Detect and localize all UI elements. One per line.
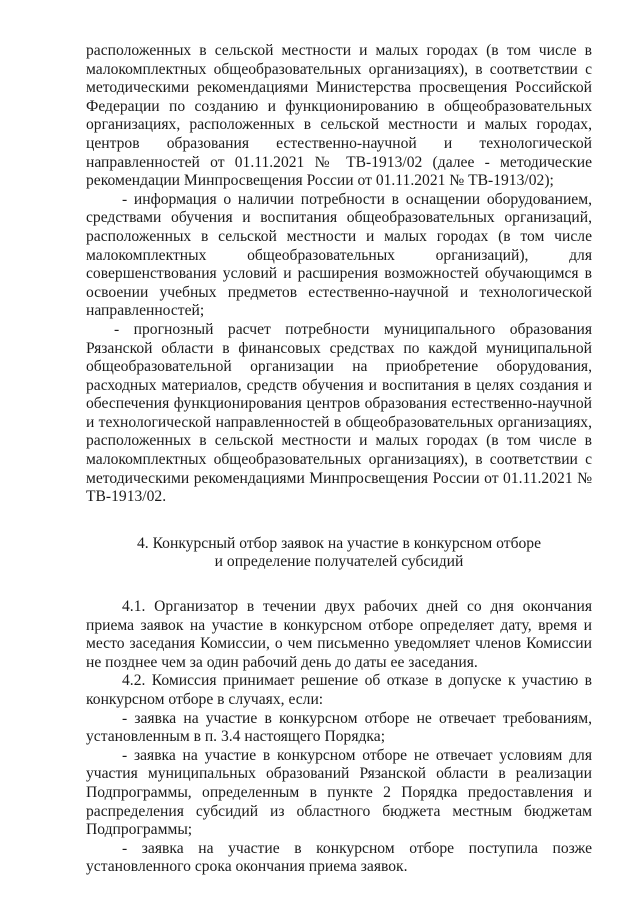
document-body	[86, 42, 592, 877]
paragraph-bullet-requirements: - заявка на участие в конкурсном отборе не отвечает требованиям, установленным в п. 3.4 настоящего Порядка;	[86, 709, 592, 746]
paragraph-bullet-forecast: - прогнозный расчет потребности муниципального образования Рязанской области в финансовых средствах по каждой муниципальной общеобразовательной организации на приобретение оборудования, расходных материалов, средств обучения и воспитания в целях создания и обеспечения функционирования центров образования естественно-научной и технологической направленностей в общеобразовательных организациях, расположенных в сельской местности и малых городах (в том числе в малокомплектных общеобразовательных организациях), в соответствии с методическими рекомендациями Минпросвещения России от 01.11.2021 № ТВ-1913/02.	[86, 320, 592, 506]
paragraph-continuation: расположенных в сельской местности и малых городах (в том числе в малокомплектных общеобразовательных организациях), в соответствии с методическими рекомендациями Министерства просвещения Российской Федерации по созданию и функционированию в общеобразовательных организациях, расположенных в сельской местности и малых городах, центров образования естественно-научной и технологической направленностей от 01.11.2021 № ТВ-1913/02 (далее - методические рекомендации Минпросвещения России от 01.11.2021 № ТВ-1913/02);	[86, 42, 592, 190]
section-heading	[86, 535, 592, 572]
paragraph-4-2: 4.2. Комиссия принимает решение об отказе в допуске к участию в конкурсном отборе в случаях, если:	[86, 672, 592, 708]
paragraph-bullet-equipment-need: - информация о наличии потребности в оснащении оборудованием, средствами обучения и воспитания общеобразовательных организаций, расположенных в сельской местности и малых городах (в том числе малокомплектных общеобразовательных организаций), для совершенствования условий и расширения возможностей обучающимся в освоении учебных предметов естественно-научной и технологической направленностей;	[86, 190, 592, 320]
paragraph-bullet-conditions: - заявка на участие в конкурсном отборе не отвечает условиям для участия муниципальных образований Рязанской области в реализации Подпрограммы, определенным в пункте 2 Порядка предоставления и распределения субсидий из областного бюджета местным бюджетам Подпрограммы;	[86, 746, 592, 839]
paragraph-4-1: 4.1. Организатор в течении двух рабочих дней со дня окончания приема заявок на участие в конкурсном отборе определяет дату, время и место заседания Комиссии, о чем письменно уведомляет членов Комиссии не позднее чем за один рабочий день до даты ее заседания.	[86, 598, 592, 671]
paragraph-bullet-late: - заявка на участие в конкурсном отборе поступила позже установленного срока окончания приема заявок.	[86, 839, 592, 876]
section-heading-line-1: 4. Конкурсный отбор заявок на участие в конкурсном отборе	[136, 534, 542, 552]
section-heading-line-2: и определение получателей субсидий	[214, 553, 464, 571]
